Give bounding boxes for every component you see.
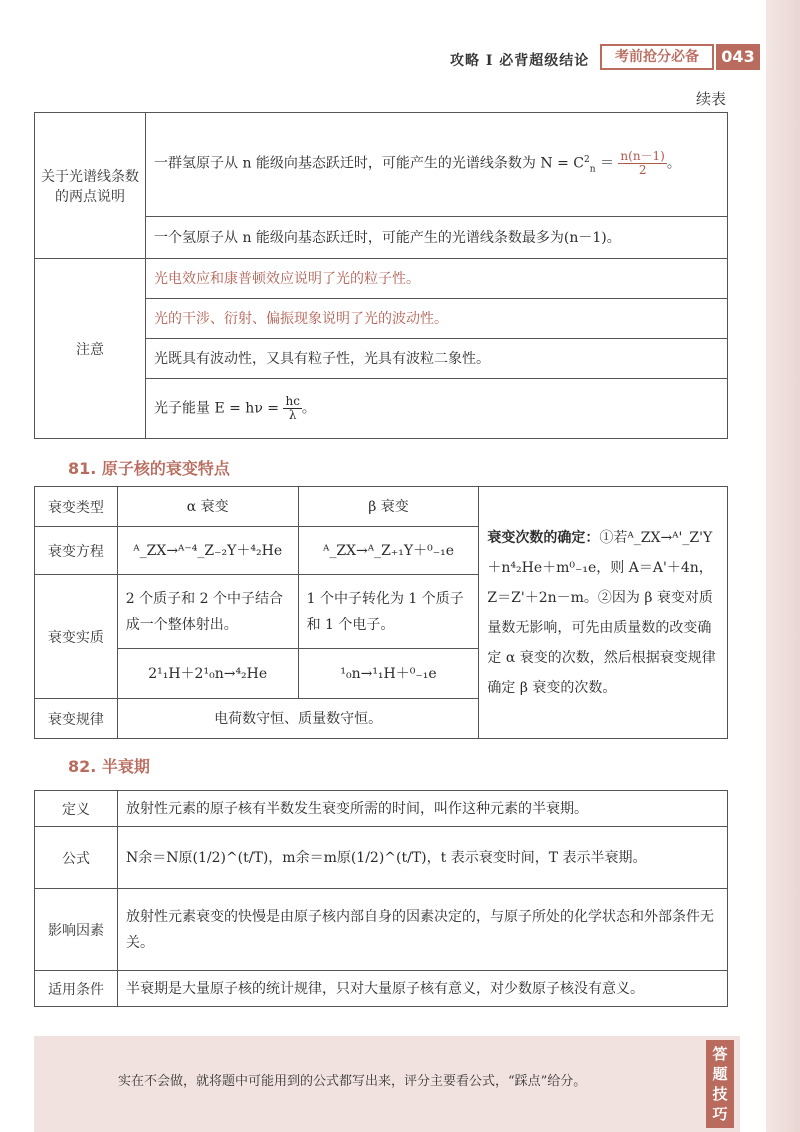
label-definition: 定义 [35, 791, 118, 827]
beta-equation-2: ¹₀n→¹₁H＋⁰₋₁e [298, 649, 479, 699]
alpha-equation: ᴬ_ZX→ᴬ⁻⁴_Z₋₂Y＋⁴₂He [117, 527, 298, 575]
row-label-spectral: 关于光谱线条数的两点说明 [35, 113, 146, 259]
page-number: 043 [716, 44, 760, 70]
decay-count-note: 衰变次数的确定：①若ᴬ_ZX→ᴬ'_Z'Y＋n⁴₂He＋m⁰₋₁e，则 A＝A'＋4n，Z＝Z'＋2n－m。②因为 β 衰变对质量数无影响，可先由质量数的改变确定 α 衰变的次数，然后根据衰变规律确定 β 衰变的次数。 [479, 487, 728, 739]
section-81-title: 81. 原子核的衰变特点 [68, 459, 230, 478]
continued-label: 续表 [696, 90, 727, 108]
page-header [400, 44, 760, 74]
beta-decay: β 衰变 [298, 487, 479, 527]
label-applicability: 适用条件 [35, 971, 118, 1007]
spectral-fraction: $\frac{n(n-1)}{2}$ [620, 148, 665, 177]
spectral-group-text: 一群氢原子从 n 能级向基态跃迁时，可能产生的光谱线条数为 N = C [154, 155, 584, 172]
note-wave: 光的干涉、衍射、偏振现象说明了光的波动性。 [146, 299, 728, 339]
label-formula: 公式 [35, 827, 118, 889]
energy-fraction: $\frac{hc}{\lambda}$ [285, 394, 300, 422]
label-decay-equation: 衰变方程 [35, 527, 118, 575]
half-life-table [34, 790, 728, 1007]
tip-box [34, 1036, 740, 1132]
header-box: 考前抢分必备 [600, 44, 714, 70]
label-decay-type: 衰变类型 [35, 487, 118, 527]
tip-text: 实在不会做，就将题中可能用到的公式都写出来，评分主要看公式，“踩点”给分。 [118, 1074, 587, 1089]
factors-text: 放射性元素衰变的快慢是由原子核内部自身的因素决定的，与原子所处的化学状态和外部条件无关。 [118, 889, 728, 971]
tip-badge: 答题技巧 [706, 1040, 734, 1128]
decay-law: 电荷数守恒、质量数守恒。 [117, 699, 479, 739]
alpha-decay: α 衰变 [117, 487, 298, 527]
alpha-equation-2: 2¹₁H＋2¹₀n→⁴₂He [117, 649, 298, 699]
page-edge-band [766, 0, 800, 1132]
beta-equation: ᴬ_ZX→ᴬ_Z₊₁Y＋⁰₋₁e [298, 527, 479, 575]
definition-text: 放射性元素的原子核有半数发生衰变所需的时间，叫作这种元素的半衰期。 [118, 791, 728, 827]
note-duality: 光既具有波动性，又具有粒子性，光具有波粒二象性。 [146, 339, 728, 379]
chapter-title: 攻略 Ⅰ 必背超级结论 [450, 53, 590, 69]
row-label-note: 注意 [35, 259, 146, 439]
label-decay-essence: 衰变实质 [35, 575, 118, 699]
formula-text: N余＝N原(1/2)^(t/T)，m余＝m原(1/2)^(t/T)，t 表示衰变时间，T 表示半衰期。 [118, 827, 728, 889]
beta-essence: 1 个中子转化为 1 个质子和 1 个电子。 [298, 575, 479, 649]
spectral-note-group: 一群氢原子从 n 能级向基态跃迁时，可能产生的光谱线条数为 $N = C^2_n$ ＝ $\frac{n(n-1)}{2}$ 。 [146, 113, 728, 217]
label-decay-law: 衰变规律 [35, 699, 118, 739]
applicability-text: 半衰期是大量原子核的统计规律，只对大量原子核有意义，对少数原子核没有意义。 [118, 971, 728, 1007]
spectral-lines-table [34, 112, 728, 439]
label-factors: 影响因素 [35, 889, 118, 971]
alpha-essence: 2 个质子和 2 个中子结合成一个整体射出。 [117, 575, 298, 649]
note-particle: 光电效应和康普顿效应说明了光的粒子性。 [146, 259, 728, 299]
spectral-note-single: 一个氢原子从 n 能级向基态跃迁时，可能产生的光谱线条数最多为(n－1)。 [146, 217, 728, 259]
decay-table [34, 486, 728, 739]
note-photon-energy: 光子能量 E = hν = $\frac{hc}{\lambda}$ 。 [146, 379, 728, 439]
section-82-title: 82. 半衰期 [68, 757, 150, 776]
